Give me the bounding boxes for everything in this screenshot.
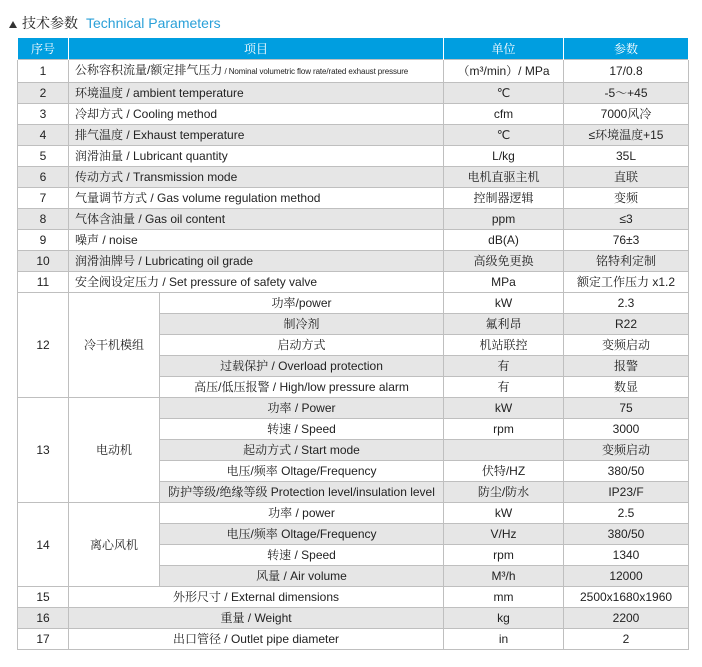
triangle-marker-icon xyxy=(9,21,17,28)
row-no: 1 xyxy=(18,60,69,83)
sub-value: R22 xyxy=(564,314,689,335)
group-no: 12 xyxy=(18,293,69,398)
row-unit: ℃ xyxy=(444,125,564,146)
sub-item: 防护等级/绝缘等级 Protection level/insulation level xyxy=(160,482,444,503)
table-row xyxy=(18,188,689,209)
row-value: ≤3 xyxy=(564,209,689,230)
sub-unit: kW xyxy=(444,293,564,314)
row-value: 额定工作压力 x1.2 xyxy=(564,272,689,293)
row-no: 7 xyxy=(18,188,69,209)
row-unit: L/kg xyxy=(444,146,564,167)
heading-zh: 技术参数 xyxy=(22,15,78,31)
sub-value: 报警 xyxy=(564,356,689,377)
sub-item: 过载保护 / Overload protection xyxy=(160,356,444,377)
row-unit: ppm xyxy=(444,209,564,230)
heading-en: Technical Parameters xyxy=(86,15,221,31)
header-unit: 单位 xyxy=(444,38,564,60)
row-item: 外形尺寸 / External dimensions xyxy=(69,587,444,608)
row-unit: mm xyxy=(444,587,564,608)
sub-item: 高压/低压报警 / High/low pressure alarm xyxy=(160,377,444,398)
row-value: 变频 xyxy=(564,188,689,209)
header-no: 序号 xyxy=(18,38,69,60)
sub-value: 2.5 xyxy=(564,503,689,524)
row-item: 安全阀设定压力 / Set pressure of safety valve xyxy=(69,272,444,293)
row-no: 16 xyxy=(18,608,69,629)
row-item: 冷却方式 / Cooling method xyxy=(69,104,444,125)
sub-item: 电压/频率 Oltage/Frequency xyxy=(160,524,444,545)
group-name: 离心风机 xyxy=(69,503,160,587)
sub-unit: 伏特/HZ xyxy=(444,461,564,482)
sub-unit: V/Hz xyxy=(444,524,564,545)
header-value: 参数 xyxy=(564,38,689,60)
row-unit: 电机直驱主机 xyxy=(444,167,564,188)
row-item xyxy=(69,60,444,83)
row-no: 11 xyxy=(18,272,69,293)
row-value: 直联 xyxy=(564,167,689,188)
row-item: 气体含油量 / Gas oil content xyxy=(69,209,444,230)
sub-item: 转速 / Speed xyxy=(160,545,444,566)
row-unit: 控制器逻辑 xyxy=(444,188,564,209)
row-unit: in xyxy=(444,629,564,650)
group-name: 冷干机模组 xyxy=(69,293,160,398)
row-value: ≤环境温度+15 xyxy=(564,125,689,146)
row-item: 排气温度 / Exhaust temperature xyxy=(69,125,444,146)
sub-value: IP23/F xyxy=(564,482,689,503)
row-value: 2 xyxy=(564,629,689,650)
group-no: 13 xyxy=(18,398,69,503)
row-no: 8 xyxy=(18,209,69,230)
table-row xyxy=(18,398,689,419)
row-value: 2500x1680x1960 xyxy=(564,587,689,608)
row-item: 重量 / Weight xyxy=(69,608,444,629)
sub-item: 制冷剂 xyxy=(160,314,444,335)
sub-unit: 有 xyxy=(444,356,564,377)
sub-unit xyxy=(444,440,564,461)
row-item: 传动方式 / Transmission mode xyxy=(69,167,444,188)
row-value: 2200 xyxy=(564,608,689,629)
table-row xyxy=(18,251,689,272)
row-item: 润滑油量 / Lubricant quantity xyxy=(69,146,444,167)
table-row xyxy=(18,146,689,167)
sub-value: 数显 xyxy=(564,377,689,398)
row-value: 铭特利定制 xyxy=(564,251,689,272)
row-no: 5 xyxy=(18,146,69,167)
table-row xyxy=(18,104,689,125)
row-item: 出口管径 / Outlet pipe diameter xyxy=(69,629,444,650)
row-no: 4 xyxy=(18,125,69,146)
row-no: 3 xyxy=(18,104,69,125)
sub-value: 380/50 xyxy=(564,461,689,482)
sub-item: 转速 / Speed xyxy=(160,419,444,440)
row-unit: cfm xyxy=(444,104,564,125)
sub-unit: 氟利昂 xyxy=(444,314,564,335)
table-row xyxy=(18,167,689,188)
header-item: 项目 xyxy=(69,38,444,60)
table-row xyxy=(18,608,689,629)
row-no: 9 xyxy=(18,230,69,251)
sub-value: 变频启动 xyxy=(564,335,689,356)
table-row xyxy=(18,629,689,650)
table-row xyxy=(18,60,689,83)
row-no: 10 xyxy=(18,251,69,272)
sub-unit: kW xyxy=(444,503,564,524)
sub-value: 380/50 xyxy=(564,524,689,545)
table-header-row xyxy=(18,38,689,60)
group-no: 14 xyxy=(18,503,69,587)
row-unit: 高级免更换 xyxy=(444,251,564,272)
row-item: 环境温度 / ambient temperature xyxy=(69,83,444,104)
row-unit: dB(A) xyxy=(444,230,564,251)
sub-item: 启动方式 xyxy=(160,335,444,356)
parameters-table xyxy=(17,38,689,650)
sub-unit: 防尘/防水 xyxy=(444,482,564,503)
sub-item: 起动方式 / Start mode xyxy=(160,440,444,461)
sub-unit: rpm xyxy=(444,419,564,440)
sub-unit: kW xyxy=(444,398,564,419)
row-unit: kg xyxy=(444,608,564,629)
sub-unit: 有 xyxy=(444,377,564,398)
section-heading xyxy=(9,12,221,34)
group-name: 电动机 xyxy=(69,398,160,503)
sub-value: 2.3 xyxy=(564,293,689,314)
table-row xyxy=(18,293,689,314)
table-row xyxy=(18,230,689,251)
row-no: 2 xyxy=(18,83,69,104)
row-value: -5～+45 xyxy=(564,83,689,104)
row-unit: ℃ xyxy=(444,83,564,104)
row-item: 噪声 / noise xyxy=(69,230,444,251)
sub-item: 电压/频率 Oltage/Frequency xyxy=(160,461,444,482)
row-no: 15 xyxy=(18,587,69,608)
sub-item: 功率/power xyxy=(160,293,444,314)
sub-unit: M³/h xyxy=(444,566,564,587)
sub-item: 功率 / Power xyxy=(160,398,444,419)
row-item-en: / Nominal volumetric flow rate/rated exhaust pressure xyxy=(222,67,409,76)
table-row xyxy=(18,503,689,524)
sub-item: 功率 / power xyxy=(160,503,444,524)
table-row xyxy=(18,587,689,608)
row-no: 6 xyxy=(18,167,69,188)
row-unit: MPa xyxy=(444,272,564,293)
sub-value: 1340 xyxy=(564,545,689,566)
sub-value: 变频启动 xyxy=(564,440,689,461)
row-value: 35L xyxy=(564,146,689,167)
row-value: 17/0.8 xyxy=(564,60,689,83)
row-unit: （m³/min）/ MPa xyxy=(444,60,564,83)
sub-value: 3000 xyxy=(564,419,689,440)
row-item: 气量调节方式 / Gas volume regulation method xyxy=(69,188,444,209)
table-row xyxy=(18,83,689,104)
sub-unit: 机站联控 xyxy=(444,335,564,356)
table-row xyxy=(18,125,689,146)
table-row xyxy=(18,209,689,230)
row-value: 76±3 xyxy=(564,230,689,251)
row-value: 7000风冷 xyxy=(564,104,689,125)
table-row xyxy=(18,272,689,293)
sub-item: 风量 / Air volume xyxy=(160,566,444,587)
sub-value: 75 xyxy=(564,398,689,419)
sub-value: 12000 xyxy=(564,566,689,587)
row-no: 17 xyxy=(18,629,69,650)
sub-unit: rpm xyxy=(444,545,564,566)
row-item-zh: 公称容积流量/额定排气压力 xyxy=(75,63,223,77)
row-item: 润滑油牌号 / Lubricating oil grade xyxy=(69,251,444,272)
